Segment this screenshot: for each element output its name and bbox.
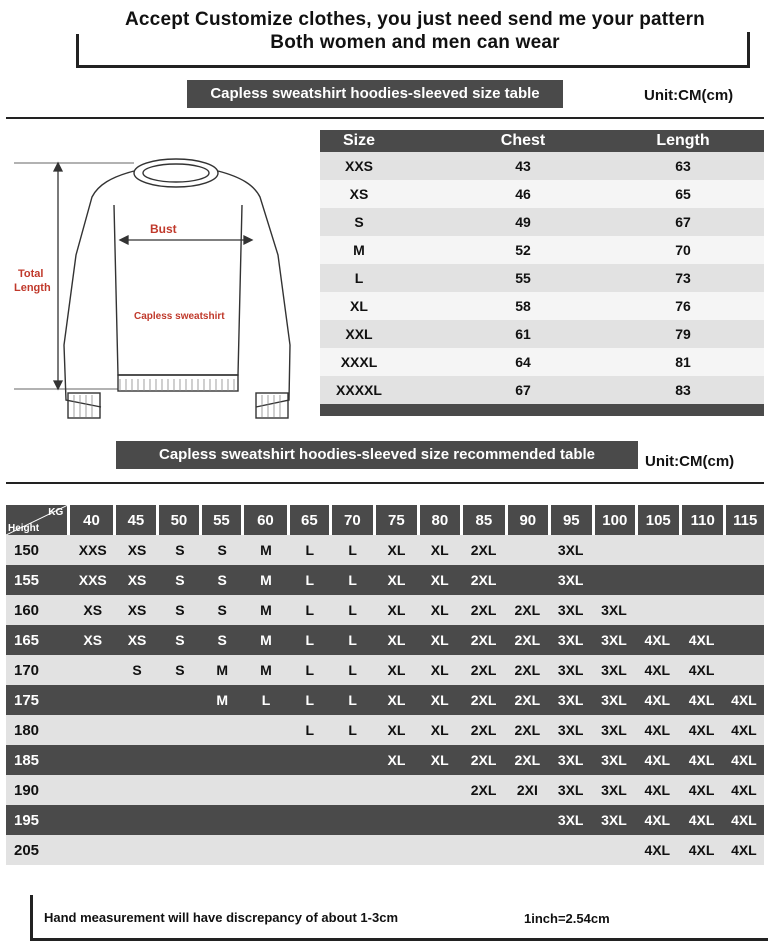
size-rec-cell: S <box>132 662 142 678</box>
chest-header: Chest <box>500 132 546 149</box>
size-rec-cell: 2XL <box>514 692 541 708</box>
size-rec-cell: 2XL <box>470 632 497 648</box>
size-rec-cell: 3XL <box>601 602 627 618</box>
weight-header-cell: 60 <box>244 505 286 535</box>
size-rec-cell: 3XL <box>557 662 584 678</box>
size-rec-cell: L <box>305 722 315 738</box>
size-rec-cell: S <box>217 602 227 618</box>
size-rec-cell: 4XL <box>644 842 671 858</box>
weight-header-cell: 70 <box>332 505 372 535</box>
size-rec-cell: 2XL <box>470 662 497 678</box>
size-table-header <box>320 130 764 152</box>
size-rec-cell: 3XL <box>557 812 584 828</box>
length-header: Length <box>656 132 710 149</box>
size-rec-cell: L <box>305 572 315 588</box>
size-rec-cell: 4XL <box>688 752 715 768</box>
size-rec-cell: 3XL <box>557 602 584 618</box>
rec-table-row <box>6 745 764 775</box>
size-rec-cell: XL <box>430 542 449 558</box>
size-table-row <box>320 152 764 180</box>
size-rec-cell: 3XL <box>557 542 584 558</box>
rec-table-row <box>6 565 764 595</box>
size-rec-cell: XL <box>430 632 449 648</box>
rec-table <box>6 505 764 865</box>
size-rec-cell: L <box>348 632 357 648</box>
size-rec-cell: 3XL <box>557 722 584 738</box>
size-rec-cell: 3XL <box>557 782 584 798</box>
chest-cell: 67 <box>515 382 531 398</box>
size-cell: XXS <box>344 158 373 174</box>
headline <box>80 8 750 54</box>
size-rec-cell: XL <box>387 692 406 708</box>
chest-cell: 49 <box>515 214 531 230</box>
size-rec-cell: XL <box>387 662 406 678</box>
size-rec-cell: 2XL <box>514 602 541 618</box>
size-rec-cell: XL <box>430 692 449 708</box>
size-rec-cell: L <box>305 602 315 618</box>
size-cell: XXXL <box>340 354 378 370</box>
size-rec-cell: 4XL <box>688 662 715 678</box>
size-table-row <box>320 208 764 236</box>
sweatshirt-diagram <box>6 145 316 435</box>
size-rec-cell: 2XL <box>514 632 541 648</box>
size-rec-cell: 4XL <box>688 782 715 798</box>
height-cell: 170 <box>14 661 40 679</box>
size-rec-cell: S <box>175 602 185 618</box>
size-cell: XL <box>350 298 368 314</box>
size-rec-cell: XL <box>430 572 449 588</box>
size-rec-cell: XXS <box>78 542 107 558</box>
footer-bracket-left <box>30 895 33 941</box>
rec-table-row <box>6 685 764 715</box>
size-rec-cell: XL <box>430 722 449 738</box>
size-rec-cell: 4XL <box>688 812 715 828</box>
size-rec-cell: 3XL <box>557 572 584 588</box>
size-cell: L <box>354 270 364 286</box>
size-rec-cell: L <box>348 692 357 708</box>
height-cell: 165 <box>14 631 40 649</box>
size-rec-cell: S <box>175 542 185 558</box>
size-cell: S <box>354 214 364 230</box>
rec-table-row <box>6 805 764 835</box>
size-rec-cell: S <box>175 662 185 678</box>
length-cell: 70 <box>675 242 691 258</box>
size-rec-cell: 4XL <box>731 812 757 828</box>
total-length-label-2: Length <box>14 282 51 294</box>
weight-header-cell: 65 <box>290 505 330 535</box>
size-table-row <box>320 264 764 292</box>
size-rec-cell: L <box>305 662 315 678</box>
size-header: Size <box>342 132 375 149</box>
headline-bracket-left <box>76 34 79 68</box>
weight-header-cell: 80 <box>420 505 460 535</box>
size-rec-cell: S <box>217 542 227 558</box>
length-cell: 73 <box>675 270 691 286</box>
size-rec-cell: XS <box>83 602 103 618</box>
size-rec-cell: L <box>305 692 315 708</box>
height-cell: 175 <box>14 691 40 709</box>
size-rec-cell: 3XL <box>601 632 627 648</box>
size-table-row <box>320 180 764 208</box>
size-rec-cell: 3XL <box>557 632 584 648</box>
height-cell: 185 <box>14 751 40 769</box>
corner-kg: KG <box>48 507 64 518</box>
size-rec-cell: 2XL <box>470 752 497 768</box>
weight-header-cell: 50 <box>159 505 199 535</box>
headline-bracket-right <box>747 32 750 68</box>
size-rec-cell: 4XL <box>644 782 671 798</box>
size-table-body <box>320 152 764 404</box>
size-rec-cell: 4XL <box>688 632 715 648</box>
bust-label: Bust <box>150 222 177 236</box>
size-rec-cell: S <box>217 572 227 588</box>
chest-cell: 58 <box>515 298 531 314</box>
headline-bracket-bottom <box>76 65 750 68</box>
weight-header-cell: 85 <box>463 505 505 535</box>
size-cell: XS <box>349 186 369 202</box>
size-table-footer-bar <box>320 404 764 416</box>
size-rec-cell: 3XL <box>601 782 627 798</box>
size-rec-cell: 3XL <box>601 662 627 678</box>
rec-table-row <box>6 625 764 655</box>
size-rec-cell: XL <box>387 632 406 648</box>
size-rec-cell: M <box>260 542 272 558</box>
total-length-label-1: Total <box>18 268 44 280</box>
size-rec-cell: 2XL <box>470 602 497 618</box>
size-rec-cell: XL <box>387 572 406 588</box>
length-cell: 81 <box>675 354 691 370</box>
size-rec-cell: L <box>305 632 315 648</box>
size-rec-cell: XL <box>430 662 449 678</box>
size-rec-cell: 4XL <box>644 662 671 678</box>
size-table-unit: Unit:CM(cm) <box>644 87 734 104</box>
size-rec-cell: 3XL <box>601 812 627 828</box>
size-rec-cell: 2XL <box>470 782 497 798</box>
size-rec-cell: 2XL <box>514 752 541 768</box>
size-rec-cell: XS <box>83 632 103 648</box>
size-rec-cell: 3XL <box>557 752 584 768</box>
rec-table-banner: Capless sweatshirt hoodies-sleeved size recommended table <box>116 441 638 469</box>
size-section-rule <box>6 117 764 119</box>
size-rec-cell: XXS <box>78 572 107 588</box>
size-table <box>320 130 764 416</box>
size-rec-cell: L <box>348 542 357 558</box>
size-rec-cell: M <box>216 662 229 678</box>
size-rec-cell: XL <box>387 542 406 558</box>
size-rec-cell: M <box>260 632 272 648</box>
weight-header-cell: 45 <box>116 505 156 535</box>
weight-header-cell: 40 <box>70 505 112 535</box>
headline-line-1: Accept Customize clothes, you just need send me your pattern <box>124 9 705 30</box>
height-cell: 160 <box>14 601 40 619</box>
chest-cell: 52 <box>515 242 531 258</box>
rec-table-row <box>6 535 764 565</box>
chest-cell: 64 <box>515 354 531 370</box>
weight-header-cell: 90 <box>508 505 548 535</box>
size-cell: XXL <box>345 326 373 342</box>
footer-inch: 1inch=2.54cm <box>524 911 610 926</box>
rec-section-rule <box>6 482 764 484</box>
size-rec-cell: XL <box>387 602 406 618</box>
size-rec-cell: L <box>348 572 357 588</box>
size-table-row <box>320 348 764 376</box>
size-table-row <box>320 376 764 404</box>
size-rec-cell: 3XL <box>601 692 627 708</box>
rec-table-row <box>6 715 764 745</box>
size-table-row <box>320 236 764 264</box>
weight-header-cell: 110 <box>682 505 723 535</box>
height-cell: 205 <box>14 841 40 859</box>
size-rec-cell: XL <box>430 602 449 618</box>
size-rec-cell: 4XL <box>731 722 757 738</box>
size-rec-cell: XL <box>430 752 449 768</box>
size-rec-cell: XS <box>127 602 147 618</box>
size-table-banner: Capless sweatshirt hoodies-sleeved size table <box>187 80 563 108</box>
size-table-row <box>320 320 764 348</box>
chest-cell: 46 <box>515 186 531 202</box>
chest-cell: 55 <box>515 270 531 286</box>
length-cell: 67 <box>675 214 691 230</box>
size-rec-cell: L <box>348 662 357 678</box>
size-rec-cell: S <box>217 632 227 648</box>
rec-table-row <box>6 835 764 865</box>
weight-header-cell: 75 <box>376 505 417 535</box>
size-rec-cell: 2XL <box>470 692 497 708</box>
length-cell: 83 <box>675 382 691 398</box>
size-rec-cell: 4XL <box>644 752 671 768</box>
size-rec-cell: L <box>261 692 271 708</box>
size-table-row <box>320 292 764 320</box>
size-rec-cell: 4XL <box>644 722 671 738</box>
rec-table-row <box>6 775 764 805</box>
size-rec-cell: L <box>348 602 357 618</box>
length-cell: 63 <box>675 158 691 174</box>
headline-line-2: Both women and men can wear <box>270 32 560 53</box>
size-rec-cell: 4XL <box>731 782 757 798</box>
height-cell: 180 <box>14 721 40 739</box>
rec-table-row <box>6 655 764 685</box>
weight-header-cell: 95 <box>551 505 592 535</box>
length-cell: 65 <box>675 186 691 202</box>
size-rec-cell: XL <box>387 752 406 768</box>
size-rec-cell: S <box>175 632 185 648</box>
size-rec-cell: M <box>216 692 229 708</box>
size-rec-cell: M <box>260 572 272 588</box>
height-cell: 195 <box>14 811 40 829</box>
size-rec-cell: 2XL <box>470 542 497 558</box>
size-rec-cell: 2XI <box>516 782 538 798</box>
length-cell: 79 <box>675 326 691 342</box>
size-rec-cell: XS <box>127 572 147 588</box>
height-cell: 190 <box>14 781 40 799</box>
footer-bracket-bottom <box>30 938 768 941</box>
weight-header-cell: 55 <box>202 505 242 535</box>
size-rec-cell: S <box>175 572 185 588</box>
weight-header-cell: 100 <box>595 505 635 535</box>
size-rec-cell: 2XL <box>470 722 497 738</box>
garment-label: Capless sweatshirt <box>134 311 225 322</box>
size-cell: XXXXL <box>336 382 382 398</box>
size-rec-cell: XL <box>387 722 406 738</box>
size-rec-cell: XS <box>127 632 147 648</box>
rec-table-unit: Unit:CM(cm) <box>645 453 735 470</box>
size-rec-cell: 3XL <box>601 752 627 768</box>
weight-header-cell: 105 <box>638 505 679 535</box>
rec-table-body <box>6 535 764 865</box>
size-rec-cell: L <box>348 722 357 738</box>
size-rec-cell: 2XL <box>470 572 497 588</box>
chest-cell: 43 <box>515 158 531 174</box>
size-rec-cell: 4XL <box>644 692 671 708</box>
size-rec-cell: 4XL <box>731 692 757 708</box>
size-cell: M <box>353 242 365 258</box>
size-rec-cell: 4XL <box>644 632 671 648</box>
rec-table-header <box>6 505 764 535</box>
height-cell: 150 <box>14 541 40 559</box>
size-rec-cell: M <box>260 662 272 678</box>
size-rec-cell: 4XL <box>731 752 757 768</box>
corner-height: Height <box>8 523 40 534</box>
size-rec-cell: 4XL <box>688 842 715 858</box>
chest-cell: 61 <box>515 326 531 342</box>
size-rec-cell: 4XL <box>731 842 757 858</box>
size-rec-cell: L <box>305 542 315 558</box>
size-rec-cell: 2XL <box>514 662 541 678</box>
size-rec-cell: 4XL <box>688 722 715 738</box>
size-rec-cell: 4XL <box>644 812 671 828</box>
length-cell: 76 <box>675 298 691 314</box>
size-rec-cell: 3XL <box>601 722 627 738</box>
rec-table-corner <box>6 505 67 535</box>
size-rec-cell: 4XL <box>688 692 715 708</box>
size-rec-cell: XS <box>127 542 147 558</box>
size-rec-cell: 3XL <box>557 692 584 708</box>
size-rec-cell: M <box>260 602 272 618</box>
weight-header-cell: 115 <box>726 505 764 535</box>
size-rec-cell: 2XL <box>514 722 541 738</box>
footer-note: Hand measurement will have discrepancy of about 1-3cm <box>44 910 399 925</box>
rec-table-row <box>6 595 764 625</box>
height-cell: 155 <box>14 571 40 589</box>
